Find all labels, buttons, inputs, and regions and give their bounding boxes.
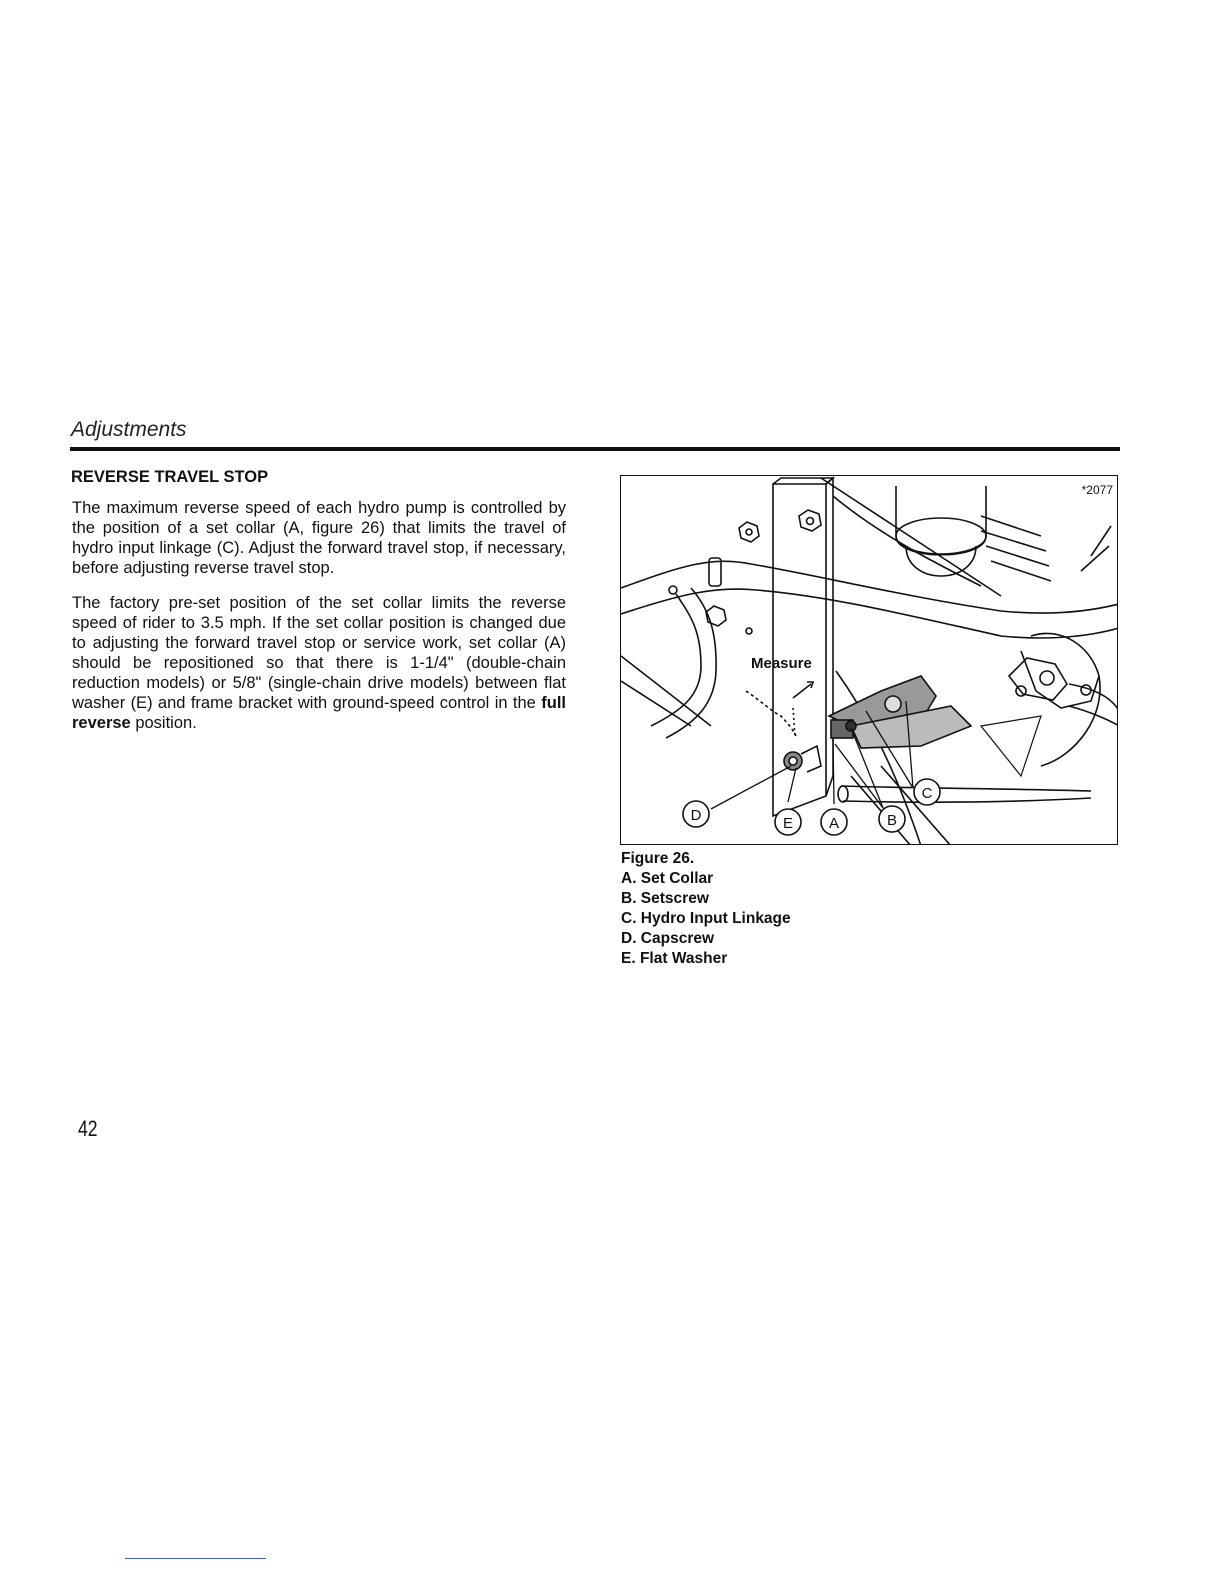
callout-d-label: D [690,807,702,824]
section-heading: REVERSE TRAVEL STOP [71,468,269,486]
callout-e-label: E [782,815,794,832]
page-number: 42 [78,1116,98,1141]
legend-item-b: B. Setscrew [621,890,709,907]
bottom-link-line [125,1558,266,1559]
figure-26-illustration [620,475,1118,845]
figure-caption [621,849,791,969]
header-rule [70,447,1120,451]
figure-drawing [621,476,1118,845]
engine-cylinder [896,486,986,555]
callout-a-label: A [828,815,840,832]
legend-item-a: A. Set Collar [621,870,714,887]
linkage-rod [841,786,1091,791]
legend-item-e: E. Flat Washer [621,950,728,967]
callout-b-label: B [886,812,898,829]
paragraph-2 [72,593,566,733]
paragraph-2-text: The factory pre-set position of the set collar limits the reverse speed of rider to 3.5 mph. If the set collar position is changed due to adjusting the forward travel stop or service work, set collar (A) should be repositioned so that there is 1-1/4" (double-chain reduction models) or 5/8" (single-chain drive models) between flat washer (E) and frame bracket with ground-speed control in the [72,594,566,712]
legend-item-c: C. Hydro Input Linkage [621,910,791,927]
pulley [1031,633,1100,766]
hose [621,561,1118,613]
measure-label: Measure [751,655,812,672]
callout-c-label: C [921,785,933,802]
caption-title: Figure 26. [621,850,695,867]
paragraph-2-bold: full reverse [72,694,566,732]
legend-item-d: D. Capscrew [621,930,715,947]
figure-id-label: *2077 [1081,483,1113,497]
paragraph-2-end: position. [130,714,197,732]
paragraph-1: The maximum reverse speed of each hydro pump is controlled by the position of a set collar (A, figure 26) that limits the travel of hydro input linkage (C). Adjust the forward travel stop, if necessary, before adjusting reverse travel stop. [72,499,566,577]
section-title: Adjustments [71,418,187,441]
